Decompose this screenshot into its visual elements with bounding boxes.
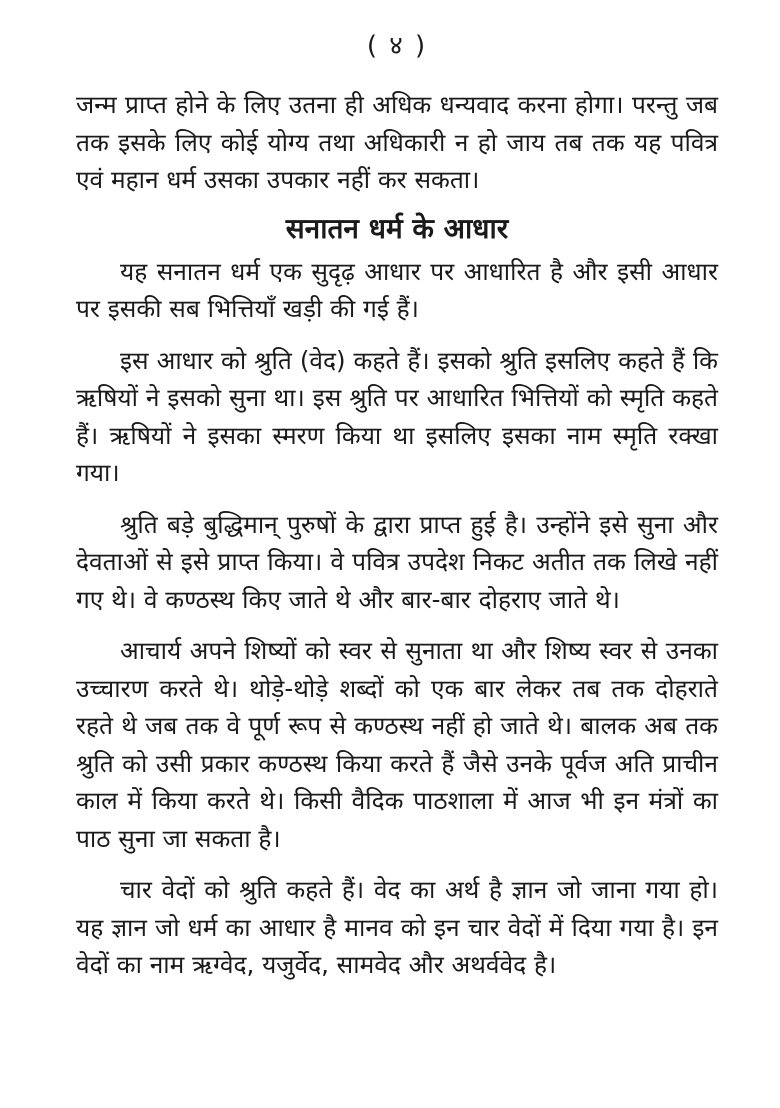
paragraph-acharya: आचार्य अपने शिष्यों को स्वर से सुनाता था और शिष्य स्वर से उनका उच्चारण करते थे। थोड़े-थोड़े शब्दों को एक बार लेकर तब तक दोहराते रहते थे जब तक वे पूर्ण रूप से कण्ठस्थ नहीं हो जाते थे। बालक अब तक श्रुति को उसी प्रकार कण्ठस्थ किया करते हैं जैसे उनके पूर्वज अति प्राचीन काल में किया करते थे। किसी वैदिक पाठशाला में आज भी इन मंत्रों का पाठ सुना जा सकता है। xyxy=(76,636,718,853)
paragraph-wise-men: श्रुति बड़े बुद्धिमान् पुरुषों के द्वारा प्राप्त हुई है। उन्होंने इसे सुना और देवताओं से इसे प्राप्त किया। वे पवित्र उपदेश निकट अतीत तक लिखे नहीं गए थे। वे कण्ठस्थ किए जाते थे और बार-बार दोहराए जाते थे। xyxy=(76,509,718,614)
page-number: ( ४ ) xyxy=(366,31,428,61)
paragraph-shruti-smriti: इस आधार को श्रुति (वेद) कहते हैं। इसको श्रुति इसलिए कहते हैं कि ऋषियों ने इसको सुना था। इस श्रुति पर आधारित भित्तियों को स्मृति कहते हैं। ऋषियों ने इसका स्मरण किया था इसलिए इसका नाम स्मृति रक्खा गया। xyxy=(76,345,718,487)
paragraph-four-vedas: चार वेदों को श्रुति कहते हैं। वेद का अर्थ है ज्ञान जो जाना गया हो। यह ज्ञान जो धर्म का आधार है मानव को इन चार वेदों में दिया गया है। इन वेदों का नाम ऋग्वेद, यजुर्वेद, सामवेद और अथर्ववेद है। xyxy=(76,875,718,979)
paragraph-foundation: यह सनातन धर्म एक सुदृढ़ आधार पर आधारित है और इसी आधार पर इसकी सब भित्तियाँ खड़ी की गई हैं। xyxy=(76,256,718,323)
section-heading: सनातन धर्म के आधार xyxy=(285,211,509,245)
intro-paragraph: जन्म प्राप्त होने के लिए उतना ही अधिक धन्यवाद करना होगा। परन्तु जब तक इसके लिए कोई योग्य तथा अधिकारी न हो जाय तब तक यह पवित्र एवं महान धर्म उसका उपकार नहीं कर सकता। xyxy=(76,90,718,194)
